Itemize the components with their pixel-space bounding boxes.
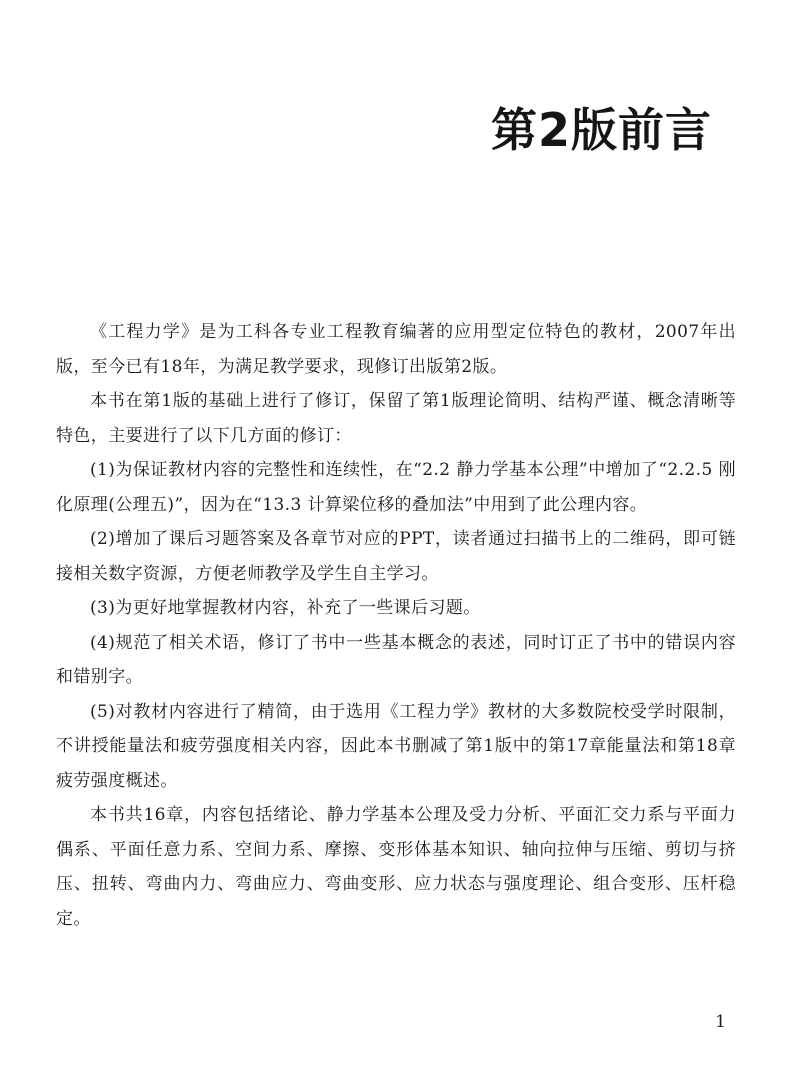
paragraph-revision-item-1: (1)为保证教材内容的完整性和连续性，在“2.2 静力学基本公理”中增加了“2.2.5 刚化原理(公理五)”，因为在“13.3 计算梁位移的叠加法”中用到了此公理内容。 xyxy=(56,460,736,515)
preface-body xyxy=(56,315,736,936)
paragraph-revision-item-4: (4)规范了相关术语，修订了书中一些基本概念的表述，同时订正了书中的错误内容和错别字。 xyxy=(56,632,736,687)
paragraph-revision-item-2: (2)增加了课后习题答案及各章节对应的PPT，读者通过扫描书上的二维码，即可链接相关数字资源，方便老师教学及学生自主学习。 xyxy=(56,529,736,584)
page-number: 1 xyxy=(715,1012,726,1032)
paragraph-revision-item-3: (3)为更好地掌握教材内容，补充了一些课后习题。 xyxy=(90,598,481,618)
paragraph-contents-overview: 本书共16章，内容包括绪论、静力学基本公理及受力分析、平面汇交力系与平面力偶系、平面任意力系、空间力系、摩擦、变形体基本知识、轴向拉伸与压缩、剪切与挤压、扭转、弯曲内力、弯曲应力、弯曲变形、应力状态与强度理论、组合变形、压杆稳定。 xyxy=(56,805,736,929)
paragraph-intro: 《工程力学》是为工科各专业工程教育编著的应用型定位特色的教材，2007年出版，至今已有18年，为满足教学要求，现修订出版第2版。 xyxy=(56,322,736,377)
paragraph-revision-summary: 本书在第1版的基础上进行了修订，保留了第1版理论简明、结构严谨、概念清晰等特色，主要进行了以下几方面的修订： xyxy=(56,391,736,446)
paragraph-revision-item-5: (5)对教材内容进行了精简，由于选用《工程力学》教材的大多数院校受学时限制，不讲授能量法和疲劳强度相关内容，因此本书删减了第1版中的第17章能量法和第18章疲劳强度概述。 xyxy=(56,701,736,791)
page-title: 第2版前言 xyxy=(490,103,712,157)
